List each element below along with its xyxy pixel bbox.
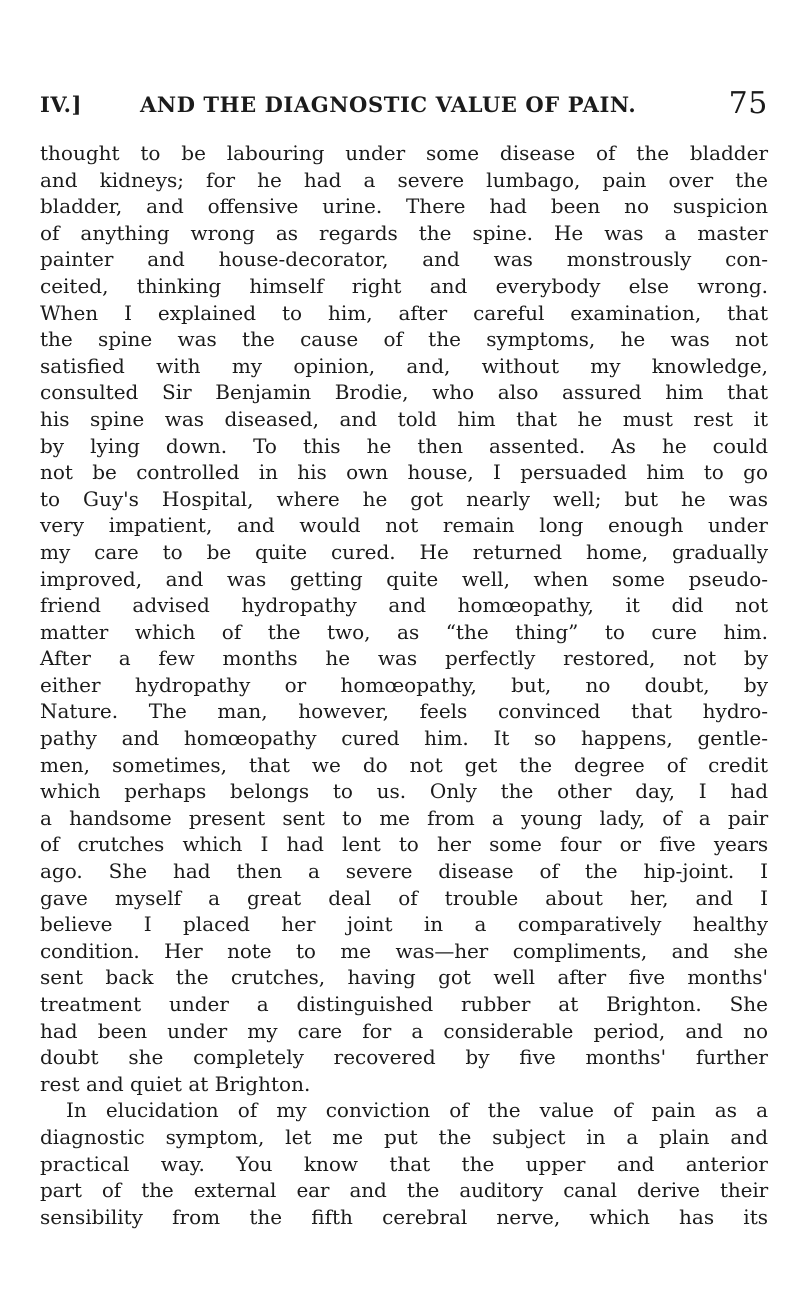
- page-number: 75: [728, 86, 768, 121]
- text-line: consulted Sir Benjamin Brodie, who also assured him that: [40, 380, 768, 405]
- text-line: bladder, and offensive urine. There had been no suspicion: [40, 194, 768, 219]
- text-line: very impatient, and would not remain long enough under: [40, 513, 768, 538]
- chapter-marker: IV.]: [40, 92, 83, 117]
- text-line: satisfied with my opinion, and, without my knowledge,: [40, 353, 768, 378]
- text-line: ceited, thinking himself right and everybody else wrong.: [40, 273, 768, 298]
- text-line: Nature. The man, however, feels convinced that hydro-: [40, 699, 768, 724]
- text-line: pathy and homœopathy cured him. It so happens, gentle-: [40, 726, 768, 751]
- text-line: sent back the crutches, having got well after five months': [40, 965, 768, 990]
- paragraph: [40, 1097, 768, 1230]
- text-line: his spine was diseased, and told him that he must rest it: [40, 406, 768, 431]
- text-line: men, sometimes, that we do not get the degree of credit: [40, 752, 768, 777]
- text-line: by lying down. To this he then assented. As he could: [40, 433, 768, 458]
- text-line: the spine was the cause of the symptoms, he was not: [40, 327, 768, 352]
- text-line: condition. Her note to me was—her compliments, and she: [40, 938, 768, 963]
- running-head: [40, 86, 768, 126]
- text-line: had been under my care for a considerable period, and no: [40, 1018, 768, 1043]
- text-line: thought to be labouring under some disease of the bladder: [40, 141, 768, 165]
- running-title: AND THE DIAGNOSTIC VALUE OF PAIN.: [140, 92, 637, 117]
- text-line: gave myself a great deal of trouble about her, and I: [40, 885, 768, 910]
- text-line: of anything wrong as regards the spine. He was a master: [40, 220, 768, 245]
- text-line: a handsome present sent to me from a young lady, of a pair: [40, 805, 768, 830]
- text-line: treatment under a distinguished rubber at Brighton. She: [40, 992, 768, 1016]
- text-line: friend advised hydropathy and homœopathy, it did not: [40, 593, 768, 618]
- text-line: diagnostic symptom, let me put the subject in a plain and: [40, 1124, 768, 1149]
- text-line: part of the external ear and the auditory canal derive their: [40, 1178, 768, 1203]
- text-line: which perhaps belongs to us. Only the other day, I had: [40, 779, 768, 804]
- text-line: not be controlled in his own house, I persuaded him to go: [40, 460, 768, 485]
- text-line: doubt she completely recovered by five months' further: [40, 1045, 768, 1070]
- text-line: to Guy's Hospital, where he got nearly well; but he was: [40, 486, 768, 511]
- text-line: either hydropathy or homœopathy, but, no doubt, by: [40, 672, 768, 697]
- text-line: ago. She had then a severe disease of the hip-joint. I: [40, 859, 768, 884]
- text-line: my care to be quite cured. He returned home, gradually: [40, 539, 768, 564]
- text-line: sensibility from the fifth cerebral nerve, which has its: [40, 1204, 768, 1229]
- text-line: matter which of the two, as “the thing” to cure him.: [40, 619, 768, 644]
- text-line: practical way. You know that the upper and anterior: [40, 1151, 768, 1176]
- text-line: rest and quiet at Brighton.: [40, 1071, 311, 1096]
- text-line: believe I placed her joint in a comparatively healthy: [40, 912, 768, 937]
- paragraph: [40, 140, 768, 1097]
- text-line: After a few months he was perfectly restored, not by: [40, 646, 768, 671]
- body-text: [40, 140, 768, 1230]
- text-line: painter and house-decorator, and was monstrously con-: [40, 247, 768, 272]
- text-line: When I explained to him, after careful examination, that: [40, 300, 768, 325]
- text-line: and kidneys; for he had a severe lumbago, pain over the: [40, 167, 768, 192]
- text-line: improved, and was getting quite well, when some pseudo-: [40, 566, 768, 591]
- text-line: of crutches which I had lent to her some four or five years: [40, 832, 768, 857]
- text-line: In elucidation of my conviction of the value of pain as a: [66, 1098, 768, 1123]
